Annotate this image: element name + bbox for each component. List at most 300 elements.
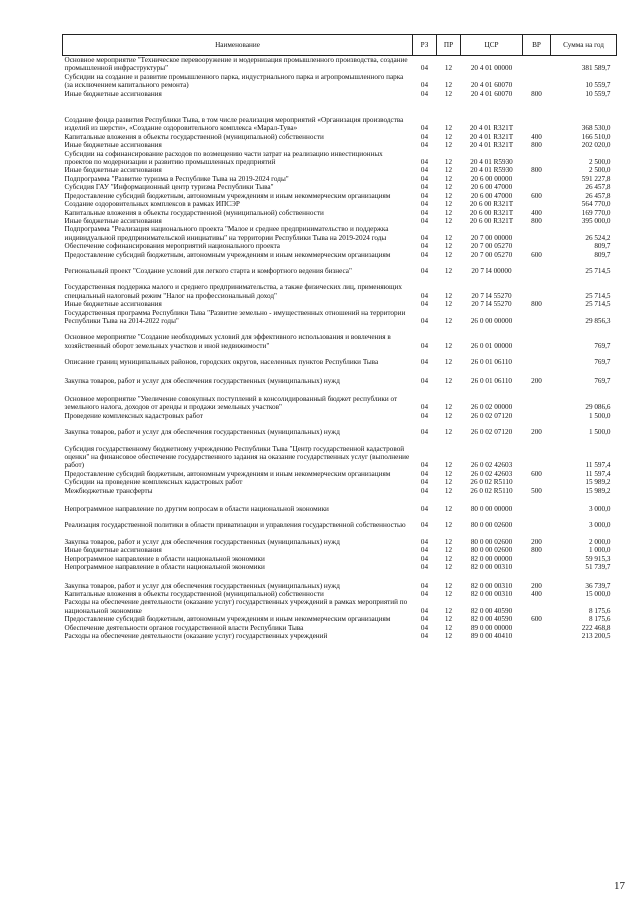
row-csr: 82 0 00 00310: [470, 589, 513, 598]
row-pr: 12: [444, 291, 453, 300]
row-name: Непрограммное направление в области национальной экономики: [64, 563, 265, 572]
row-sum: 10 559,7: [585, 81, 611, 90]
row-csr: 20 4 01 R5930: [470, 166, 513, 175]
row-pr: 12: [444, 606, 453, 615]
row-name: Закупка товаров, работ и услуг для обеспечения государственных (муниципальных) нужд: [64, 581, 340, 590]
row-sum: 25 714,5: [585, 291, 611, 300]
row-sum: 25 714,5: [585, 300, 611, 309]
row-rz: 04: [420, 64, 429, 73]
table-row: [63, 487, 617, 495]
row-sum: 368 530,0: [581, 124, 611, 133]
row-vr: 200: [531, 428, 542, 437]
row-csr: 26 0 02 07120: [470, 411, 513, 420]
row-rz: 04: [420, 615, 429, 624]
row-rz: 04: [420, 376, 429, 385]
table-row: [63, 166, 617, 174]
row-rz: 04: [420, 486, 429, 495]
row-csr: 26 0 02 07120: [470, 428, 513, 437]
row-sum: 15 989,2: [585, 478, 611, 487]
budget-table-page: [62, 34, 616, 640]
row-rz: 04: [420, 124, 429, 133]
row-name: Субсидии на проведение комплексных кадастровых работ: [64, 478, 243, 487]
row-sum: 26 524,2: [585, 233, 611, 242]
table-row: [63, 590, 617, 598]
row-name: Создание оздоровительных комплексов в рамках ИПСЭР: [64, 200, 240, 209]
row-sum: 395 000,0: [581, 216, 611, 225]
row-vr: 400: [531, 589, 542, 598]
row-csr: 89 0 00 40410: [470, 631, 513, 640]
table-row: [63, 420, 617, 436]
row-vr: [523, 624, 551, 632]
row-name: Предоставление субсидий бюджетным, автономным учреждениям и иным некоммерческим организациям: [64, 615, 391, 624]
row-vr: [523, 259, 551, 275]
row-name: Расходы на обеспечение деятельности (оказание услуг) государственных учреждений в рамках мероприятий по национальной экономике: [64, 598, 408, 615]
row-sum: 11 597,4: [585, 461, 611, 470]
row-sum: 26 457,8: [585, 191, 611, 200]
row-csr: 89 0 00 00000: [470, 623, 513, 632]
row-pr: 12: [444, 64, 453, 73]
row-pr: 12: [444, 316, 453, 325]
row-rz: 04: [420, 174, 429, 183]
row-vr: [523, 513, 551, 529]
row-sum: 29 856,3: [585, 316, 611, 325]
row-pr: 12: [444, 428, 453, 437]
table-row: [63, 73, 617, 90]
row-sum: 8 175,6: [588, 606, 611, 615]
row-name: Расходы на обеспечение деятельности (оказание услуг) государственных учреждений: [64, 631, 328, 640]
row-name: Капитальные вложения в объекты государственной (муниципальной) собственности: [64, 132, 324, 141]
row-rz: 04: [420, 141, 429, 150]
table-row: [63, 530, 617, 546]
row-rz: 04: [420, 505, 429, 514]
row-sum: 1 500,0: [588, 411, 611, 420]
table-row: [63, 309, 617, 326]
row-vr: 400: [531, 208, 542, 217]
row-name: Региональный проект "Создание условий для легкого старта и комфортного ведения бизнеса": [64, 266, 352, 275]
row-rz: 04: [420, 208, 429, 217]
row-csr: 20 6 00 47000: [470, 191, 513, 200]
row-name: Иные бюджетные ассигнования: [64, 216, 162, 225]
row-sum: 3 000,0: [588, 521, 611, 530]
row-csr: 20 4 01 60070: [470, 89, 513, 98]
row-vr: 800: [531, 89, 542, 98]
row-csr: 80 0 00 02600: [470, 546, 513, 555]
row-sum: 169 770,0: [581, 208, 611, 217]
table-row: [63, 513, 617, 529]
row-pr: 12: [444, 250, 453, 259]
table-row: [63, 183, 617, 191]
row-name: Основное мероприятие "Создание необходимых условий для эффективного использования и вовлечения в хозяйственный оборот земельных участков и иной недвижимости": [64, 333, 391, 350]
row-name: Государственная поддержка малого и среднего предпринимательства, а также физических лиц, применяющих специальный налоговый режим "Налог на профессиональный доход": [64, 283, 402, 300]
row-vr: [523, 73, 551, 90]
row-sum: 202 020,0: [581, 141, 611, 150]
row-csr: 20 4 01 60070: [470, 81, 513, 90]
row-pr: 12: [444, 563, 453, 572]
row-vr: [523, 309, 551, 326]
row-name: Обеспечение деятельности органов государственной власти Республики Тыва: [64, 623, 304, 632]
row-csr: 20 4 01 R5930: [470, 158, 513, 167]
row-pr: 12: [444, 623, 453, 632]
row-rz: 04: [420, 563, 429, 572]
row-vr: [523, 350, 551, 366]
table-row: [63, 300, 617, 308]
row-csr: 20 7 00 00000: [470, 233, 513, 242]
row-vr: [523, 242, 551, 250]
row-vr: 800: [531, 141, 542, 150]
row-pr: 12: [444, 208, 453, 217]
row-csr: 20 7 I4 55270: [471, 300, 512, 309]
row-rz: 04: [420, 623, 429, 632]
row-pr: 12: [444, 242, 453, 251]
row-rz: 04: [420, 191, 429, 200]
row-pr: 12: [444, 200, 453, 209]
row-sum: 769,7: [594, 358, 611, 367]
row-pr: 12: [444, 158, 453, 167]
row-rz: 04: [420, 250, 429, 259]
row-sum: 809,7: [594, 242, 611, 251]
row-sum: 29 086,6: [585, 403, 611, 412]
table-row: [63, 412, 617, 420]
row-name: Субсидия ГАУ "Информационный центр туризма Республики Тыва": [64, 183, 274, 192]
row-pr: 12: [444, 89, 453, 98]
row-vr: [523, 555, 551, 563]
row-rz: 04: [420, 89, 429, 98]
row-vr: [523, 56, 551, 73]
row-sum: 809,7: [594, 250, 611, 259]
row-name: Непрограммное направление по другим вопросам в области национальной экономики: [64, 505, 329, 514]
row-csr: 82 0 00 40590: [470, 615, 513, 624]
row-pr: 12: [444, 300, 453, 309]
page-number: 17: [614, 880, 625, 892]
table-row: [63, 90, 617, 98]
row-pr: 12: [444, 469, 453, 478]
row-vr: 500: [531, 486, 542, 495]
row-vr: [523, 325, 551, 350]
row-pr: 12: [444, 376, 453, 385]
row-rz: 04: [420, 581, 429, 590]
row-rz: 04: [420, 403, 429, 412]
table-row: [63, 385, 617, 412]
row-name: Закупка товаров, работ и услуг для обеспечения государственных (муниципальных) нужд: [64, 428, 340, 437]
row-csr: 26 0 02 00000: [470, 403, 513, 412]
row-vr: [523, 632, 551, 640]
row-name: Субсидия государственному бюджетному учреждению Республики Тыва "Центр государственной кадастровой оценки" на финансовое обеспечение государственного задания на оказание государственных услуг (выполнение работ): [64, 444, 410, 470]
row-vr: 600: [531, 615, 542, 624]
row-name: Предоставление субсидий бюджетным, автономным учреждениям и иным некоммерческим организациям: [64, 191, 391, 200]
table-row: [63, 141, 617, 149]
row-pr: 12: [444, 358, 453, 367]
row-sum: 381 589,7: [581, 64, 611, 73]
row-name: Капитальные вложения в объекты государственной (муниципальной) собственности: [64, 589, 324, 598]
row-vr: 800: [531, 216, 542, 225]
table-row: [63, 546, 617, 554]
row-pr: 12: [444, 266, 453, 275]
row-rz: 04: [420, 411, 429, 420]
row-csr: 20 7 I4 55270: [471, 291, 512, 300]
row-rz: 04: [420, 358, 429, 367]
row-pr: 12: [444, 505, 453, 514]
row-vr: 600: [531, 250, 542, 259]
row-sum: 769,7: [594, 341, 611, 350]
row-rz: 04: [420, 183, 429, 192]
row-csr: 26 0 02 R5110: [470, 486, 513, 495]
row-vr: [523, 495, 551, 513]
row-pr: 12: [444, 537, 453, 546]
row-name: Основное мероприятие "Увеличение совокупных поступлений в консолидированный бюджет республики от земельного налога, доходов от аренды и продажи земельных участков": [64, 395, 398, 412]
row-sum: 59 915,3: [585, 554, 611, 563]
row-csr: 20 6 00 R321T: [469, 200, 514, 209]
header-vr: ВР: [523, 35, 551, 56]
row-vr: [523, 275, 551, 300]
header-sum: Сумма на год: [551, 35, 617, 56]
row-pr: 12: [444, 341, 453, 350]
row-rz: 04: [420, 461, 429, 470]
table-row: [63, 478, 617, 486]
table-row: [63, 598, 617, 615]
row-name: Субсидии на создание и развитие промышленного парка, индустриального парка и агропромышленного парка (за исключением капитального ремонта): [64, 72, 404, 90]
row-rz: 04: [420, 478, 429, 487]
row-name: Иные бюджетные ассигнования: [64, 89, 162, 98]
row-pr: 12: [444, 631, 453, 640]
row-rz: 04: [420, 158, 429, 167]
row-name: Закупка товаров, работ и услуг для обеспечения государственных (муниципальных) нужд: [64, 537, 340, 546]
row-vr: [523, 563, 551, 571]
table-row: [63, 632, 617, 640]
row-rz: 04: [420, 546, 429, 555]
row-vr: 800: [531, 300, 542, 309]
row-sum: 2 000,0: [588, 537, 611, 546]
row-vr: [523, 478, 551, 486]
row-pr: 12: [444, 486, 453, 495]
row-sum: 26 457,8: [585, 183, 611, 192]
row-pr: 12: [444, 554, 453, 563]
row-vr: [523, 412, 551, 420]
row-sum: 25 714,5: [585, 266, 611, 275]
row-vr: [523, 150, 551, 167]
row-vr: [523, 437, 551, 470]
row-sum: 564 770,0: [581, 200, 611, 209]
row-name: Предоставление субсидий бюджетным, автономным учреждениям и иным некоммерческим организациям: [64, 250, 391, 259]
row-name: Субсидии на софинансирование расходов по возмещению части затрат на реализацию инвестиционных проектов по модернизации и развитию промышленных предприятий: [64, 149, 383, 167]
row-sum: 11 597,4: [585, 469, 611, 478]
row-vr: [523, 175, 551, 183]
table-row: [63, 563, 617, 571]
row-csr: 20 6 00 47000: [470, 183, 513, 192]
row-sum: 36 739,7: [585, 581, 611, 590]
row-csr: 20 4 01 R321T: [469, 141, 514, 150]
row-name: Иные бюджетные ассигнования: [64, 546, 162, 555]
budget-table: [62, 34, 617, 640]
row-name: Иные бюджетные ассигнования: [64, 300, 162, 309]
row-vr: 800: [531, 546, 542, 555]
table-row: [63, 259, 617, 275]
row-sum: 222 468,8: [581, 623, 611, 632]
row-csr: 26 0 02 42603: [470, 469, 513, 478]
row-name: Основное мероприятие "Техническое перевооружение и модернизация промышленного производства, создание промышленной инфраструктуры": [64, 56, 408, 73]
row-rz: 04: [420, 200, 429, 209]
row-vr: [523, 183, 551, 191]
row-pr: 12: [444, 191, 453, 200]
row-csr: 20 6 00 00000: [470, 174, 513, 183]
row-csr: 20 4 01 00000: [470, 64, 513, 73]
row-rz: 04: [420, 81, 429, 90]
row-name: Обеспечение софинансирования мероприятий национального проекта: [64, 242, 280, 251]
row-name: Межбюджетные трансферты: [64, 486, 153, 495]
row-vr: [523, 598, 551, 615]
row-name: Капитальные вложения в объекты государственной (муниципальной) собственности: [64, 208, 324, 217]
row-csr: 20 7 00 05270: [470, 250, 513, 259]
row-name: Закупка товаров, работ и услуг для обеспечения государственных (муниципальных) нужд: [64, 376, 340, 385]
row-rz: 04: [420, 428, 429, 437]
row-rz: 04: [420, 521, 429, 530]
table-row: [63, 242, 617, 250]
row-rz: 04: [420, 469, 429, 478]
header-rz: РЗ: [413, 35, 437, 56]
row-pr: 12: [444, 478, 453, 487]
row-vr: 200: [531, 537, 542, 546]
row-pr: 12: [444, 166, 453, 175]
table-row: [63, 98, 617, 133]
row-name: Подпрограмма "Реализация национального проекта "Малое и среднее предпринимательство и поддержка индивидуальной предпринимательской инициативы" на территории Республики Тыва на 2019-2024 годы: [64, 225, 389, 242]
row-csr: 80 0 00 00000: [470, 505, 513, 514]
row-sum: 213 200,5: [581, 631, 611, 640]
row-pr: 12: [444, 183, 453, 192]
row-rz: 04: [420, 300, 429, 309]
row-rz: 04: [420, 589, 429, 598]
row-vr: 200: [531, 581, 542, 590]
table-row: [63, 56, 617, 73]
row-name: Иные бюджетные ассигнования: [64, 141, 162, 150]
row-pr: 12: [444, 461, 453, 470]
row-csr: 20 7 00 05270: [470, 242, 513, 251]
row-csr: 20 6 00 R321T: [469, 216, 514, 225]
row-rz: 04: [420, 316, 429, 325]
row-rz: 04: [420, 266, 429, 275]
table-row: [63, 624, 617, 632]
row-sum: 15 000,0: [585, 589, 611, 598]
row-csr: 26 0 02 42603: [470, 461, 513, 470]
row-vr: [523, 225, 551, 242]
row-vr: [523, 200, 551, 208]
row-pr: 12: [444, 589, 453, 598]
row-rz: 04: [420, 132, 429, 141]
row-vr: 400: [531, 132, 542, 141]
row-rz: 04: [420, 242, 429, 251]
row-pr: 12: [444, 132, 453, 141]
row-sum: 769,7: [594, 376, 611, 385]
table-row: [63, 225, 617, 242]
row-name: Иные бюджетные ассигнования: [64, 166, 162, 175]
row-sum: 591 227,8: [581, 174, 611, 183]
row-csr: 26 0 00 00000: [470, 316, 513, 325]
row-pr: 12: [444, 141, 453, 150]
row-sum: 15 989,2: [585, 486, 611, 495]
row-name: Государственная программа Республики Тыва "Развитие земельно - имущественных отношений на территории Республики Тыва на 2014-2022 годы": [64, 308, 406, 325]
row-csr: 80 0 00 02600: [470, 521, 513, 530]
row-csr: 80 0 00 02600: [470, 537, 513, 546]
table-row: [63, 350, 617, 366]
row-sum: 166 510,0: [581, 132, 611, 141]
row-vr: 800: [531, 166, 542, 175]
row-name: Проведение комплексных кадастровых работ: [64, 411, 203, 420]
table-row: [63, 200, 617, 208]
row-vr: [523, 385, 551, 412]
table-row: [63, 555, 617, 563]
row-sum: 1 500,0: [588, 428, 611, 437]
row-csr: 20 7 I4 00000: [471, 266, 512, 275]
row-csr: 26 0 01 06110: [470, 376, 513, 385]
row-pr: 12: [444, 124, 453, 133]
row-sum: 51 739,7: [585, 563, 611, 572]
row-sum: 8 175,6: [588, 615, 611, 624]
row-rz: 04: [420, 216, 429, 225]
row-pr: 12: [444, 521, 453, 530]
table-row: [63, 275, 617, 300]
table-row: [63, 175, 617, 183]
table-row: [63, 251, 617, 259]
table-row: [63, 470, 617, 478]
row-pr: 12: [444, 174, 453, 183]
row-csr: 82 0 00 00310: [470, 581, 513, 590]
row-csr: 20 6 00 R321T: [469, 208, 514, 217]
row-name: Подпрограмма "Развитие туризма в Республике Тыва на 2019-2024 годы": [64, 174, 289, 183]
row-csr: 20 4 01 R321T: [469, 124, 514, 133]
row-csr: 26 0 02 R5110: [470, 478, 513, 487]
row-name: Описание границ муниципальных районов, городских округов, населенных пунктов Республики Тыва: [64, 358, 379, 367]
table-row: [63, 217, 617, 225]
row-pr: 12: [444, 546, 453, 555]
row-vr: 600: [531, 469, 542, 478]
row-sum: 3 000,0: [588, 505, 611, 514]
row-pr: 12: [444, 411, 453, 420]
row-rz: 04: [420, 233, 429, 242]
row-pr: 12: [444, 615, 453, 624]
row-pr: 12: [444, 233, 453, 242]
row-rz: 04: [420, 554, 429, 563]
table-row: [63, 325, 617, 350]
row-csr: 82 0 00 00000: [470, 554, 513, 563]
row-rz: 04: [420, 291, 429, 300]
table-row: [63, 367, 617, 385]
row-pr: 12: [444, 403, 453, 412]
row-csr: 82 0 00 00310: [470, 563, 513, 572]
table-row: [63, 572, 617, 590]
row-vr: [523, 98, 551, 133]
row-sum: 2 500,0: [588, 166, 611, 175]
table-header-row: [63, 35, 617, 56]
row-vr: 200: [531, 376, 542, 385]
row-name: Непрограммное направление в области национальной экономики: [64, 554, 265, 563]
table-row: [63, 209, 617, 217]
row-sum: 1 000,0: [588, 546, 611, 555]
row-csr: 26 0 01 06110: [470, 358, 513, 367]
table-row: [63, 437, 617, 470]
header-name: Наименование: [63, 35, 413, 56]
row-rz: 04: [420, 606, 429, 615]
row-pr: 12: [444, 216, 453, 225]
row-rz: 04: [420, 537, 429, 546]
table-body: [63, 56, 617, 641]
row-name: Предоставление субсидий бюджетным, автономным учреждениям и иным некоммерческим организациям: [64, 469, 391, 478]
row-csr: 20 4 01 R321T: [469, 132, 514, 141]
row-sum: 10 559,7: [585, 89, 611, 98]
row-rz: 04: [420, 631, 429, 640]
row-pr: 12: [444, 81, 453, 90]
row-name: Создание фонда развития Республики Тыва, в том числе реализация мероприятий «Организация производства изделий из шерсти», «Создание оздоровительного комплекса «Марал-Тува»: [64, 116, 404, 133]
row-rz: 04: [420, 166, 429, 175]
row-csr: 26 0 01 00000: [470, 341, 513, 350]
row-csr: 82 0 00 40590: [470, 606, 513, 615]
